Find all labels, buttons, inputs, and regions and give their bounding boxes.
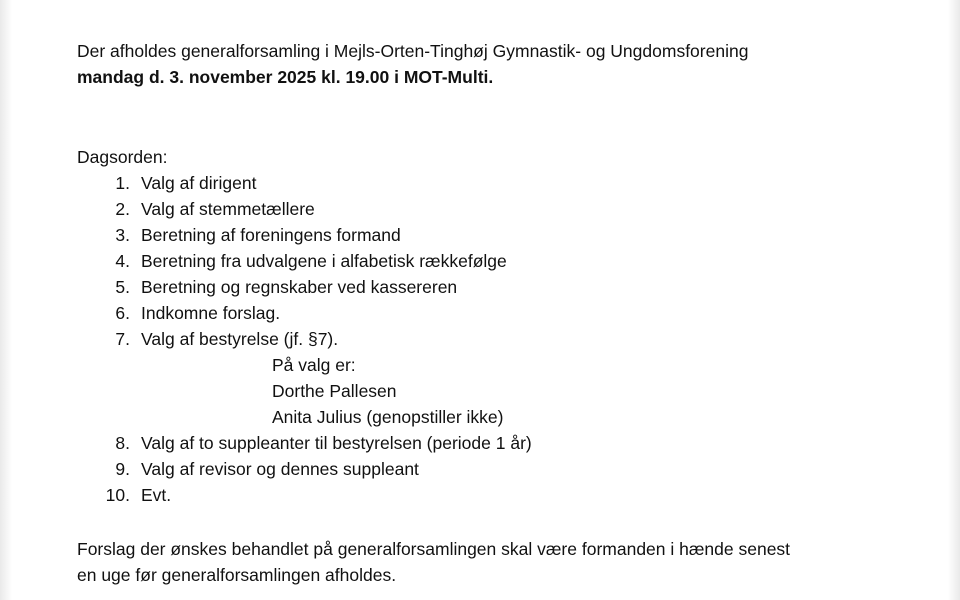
agenda-item-text: Evt. xyxy=(141,485,172,505)
candidate-name: Anita Julius (genopstiller ikke) xyxy=(272,407,504,427)
agenda-item-text: Indkomne forslag. xyxy=(141,303,281,323)
agenda-item-number: 2. xyxy=(115,199,130,219)
closing-line-2: en uge før generalforsamlingen afholdes. xyxy=(77,565,397,585)
closing-line-1: Forslag der ønskes behandlet på generalforsamlingen skal være formanden i hænde senest xyxy=(77,539,791,559)
agenda-heading: Dagsorden: xyxy=(77,147,168,167)
agenda-item-number: 5. xyxy=(115,277,130,297)
agenda-item-number: 9. xyxy=(115,459,130,479)
agenda-item-number: 1. xyxy=(115,173,130,193)
agenda-item-number: 4. xyxy=(115,251,130,271)
agenda-item-text: Valg af dirigent xyxy=(141,173,257,193)
agenda-item-text: Valg af bestyrelse (jf. §7). xyxy=(141,329,339,349)
agenda-item-text: Beretning af foreningens formand xyxy=(141,225,401,245)
agenda-item-text: Valg af to suppleanter til bestyrelsen (periode 1 år) xyxy=(141,433,532,453)
agenda-item-number: 7. xyxy=(115,329,130,349)
agenda-item-text: Beretning fra udvalgene i alfabetisk rækkefølge xyxy=(141,251,507,271)
agenda-item-text: Beretning og regnskaber ved kassereren xyxy=(141,277,458,297)
agenda-item-number: 8. xyxy=(115,433,130,453)
agenda-item-text: Valg af stemmetællere xyxy=(141,199,315,219)
election-heading: På valg er: xyxy=(272,355,356,375)
agenda-item-text: Valg af revisor og dennes suppleant xyxy=(141,459,419,479)
candidate-name: Dorthe Pallesen xyxy=(272,381,397,401)
agenda-item-number: 10. xyxy=(105,485,130,505)
agenda-item-number: 3. xyxy=(115,225,130,245)
agenda-item-number: 6. xyxy=(115,303,130,323)
intro-line-2-meeting-date: mandag d. 3. november 2025 kl. 19.00 i MOT-Multi. xyxy=(77,67,494,87)
intro-line-1: Der afholdes generalforsamling i Mejls-Orten-Tinghøj Gymnastik- og Ungdomsforening xyxy=(77,41,749,61)
